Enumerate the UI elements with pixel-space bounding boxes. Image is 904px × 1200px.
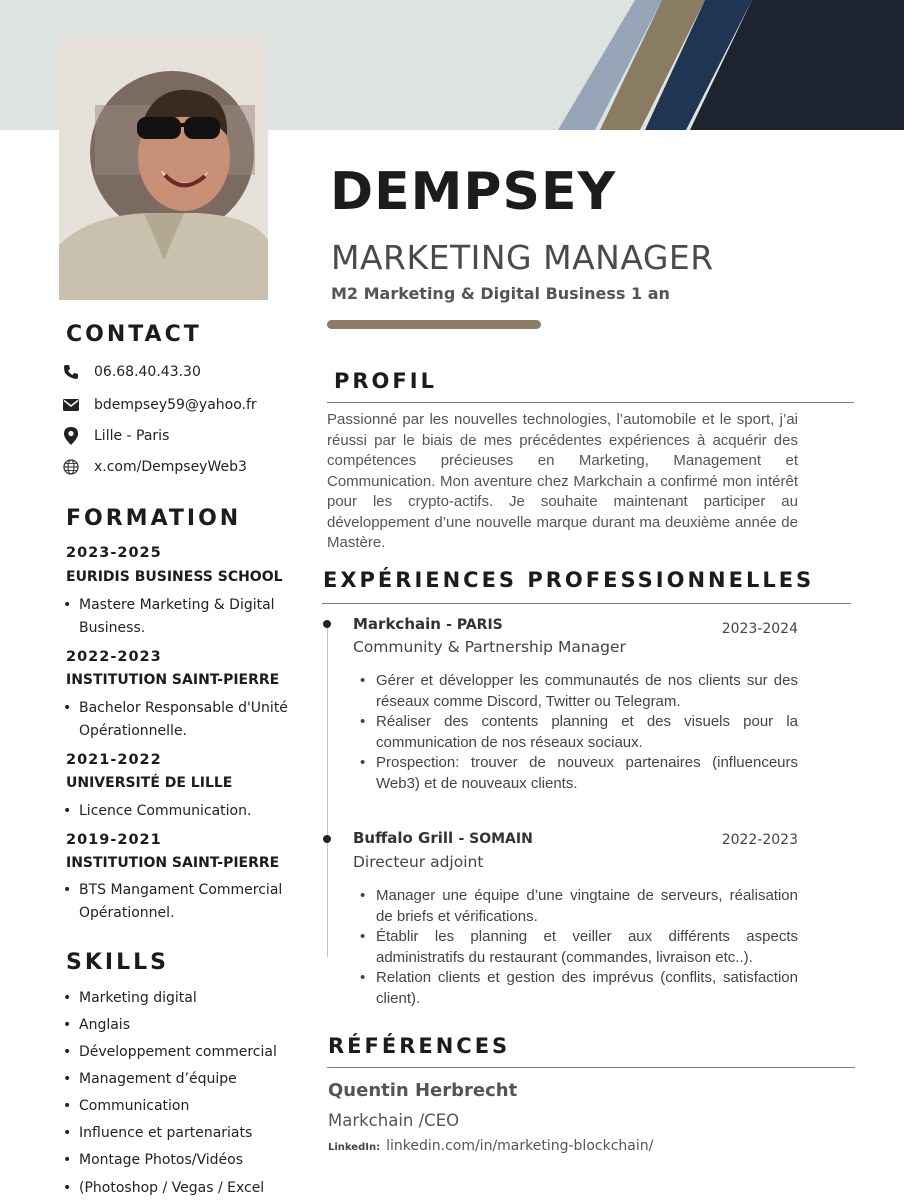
- contact-phone: [62, 363, 201, 381]
- phone-icon: [62, 363, 80, 381]
- degree-subtitle: M2 Marketing & Digital Business 1 an: [331, 284, 670, 303]
- skill-item: • Anglais: [79, 1017, 130, 1033]
- section-divider: [327, 402, 854, 403]
- job-task: • Manager une équipe d’une vingtaine de serveurs, réalisation de briefs et vérifications.: [376, 886, 798, 927]
- linkedin-label: LinkedIn:: [328, 1142, 381, 1153]
- mail-icon: [62, 396, 80, 414]
- skill-item: • Montage Photos/Vidéos: [79, 1152, 243, 1168]
- skill-item: • Développement commercial: [79, 1044, 277, 1060]
- skill-item: • Management d’équipe: [79, 1071, 237, 1087]
- timeline-dot: [323, 835, 331, 843]
- job-task: • Gérer et développer les communautés de nos clients sur des réseaux comme Discord, Twitter ou Telegram.: [376, 671, 798, 712]
- formation-detail: • BTS Mangament Commercial Opérationnel.: [63, 882, 283, 921]
- formation-detail: • Mastere Marketing & Digital Business.: [63, 597, 275, 636]
- timeline-dot: [323, 620, 331, 628]
- formation-heading: FORMATION: [66, 506, 242, 531]
- skill-item: • Marketing digital: [79, 990, 197, 1006]
- references-heading: RÉFÉRENCES: [328, 1034, 511, 1058]
- formation-detail: • Licence Communication.: [63, 803, 252, 819]
- job-company: Buffalo Grill - SOMAIN: [353, 829, 533, 847]
- job-company: Markchain - PARIS: [353, 615, 503, 633]
- timeline-line: [327, 624, 328, 957]
- accent-bar: [327, 320, 541, 329]
- formation-school: UNIVERSITÉ DE LILLE: [66, 775, 233, 791]
- job-title: MARKETING MANAGER: [331, 238, 714, 277]
- contact-website: [62, 458, 247, 476]
- formation-years: 2021-2022: [66, 752, 162, 768]
- location-pin-icon: [62, 427, 80, 445]
- formation-school: EURIDIS BUSINESS SCHOOL: [66, 569, 283, 585]
- job-role: Community & Partnership Manager: [353, 638, 626, 656]
- linkedin-link[interactable]: linkedin.com/in/marketing-blockchain/: [386, 1138, 654, 1154]
- skill-item: • Influence et partenariats: [79, 1125, 252, 1141]
- formation-detail: • Bachelor Responsable d'Unité Opérationnelle.: [63, 700, 288, 739]
- location-text: Lille - Paris: [94, 428, 170, 444]
- profil-heading: PROFIL: [334, 369, 437, 393]
- phone-text[interactable]: 06.68.40.43.30: [94, 364, 201, 380]
- formation-school: INSTITUTION SAINT-PIERRE: [66, 855, 280, 871]
- globe-icon: [62, 458, 80, 476]
- job-task: • Relation clients et gestion des imprévus (conflits, satisfaction client).: [376, 968, 798, 1009]
- reference-name: Quentin Herbrecht: [328, 1080, 518, 1101]
- profile-photo: [59, 35, 268, 300]
- formation-years: 2019-2021: [66, 832, 162, 848]
- formation-years: 2022-2023: [66, 649, 162, 665]
- formation-school: INSTITUTION SAINT-PIERRE: [66, 672, 280, 688]
- contact-email: [62, 396, 257, 414]
- contact-location: [62, 427, 169, 445]
- candidate-name: DEMPSEY: [330, 162, 617, 222]
- skill-item: • Communication: [79, 1098, 189, 1114]
- skill-item: • (Photoshop / Vegas / Excel: [79, 1180, 264, 1196]
- reference-linkedin: [328, 1138, 653, 1154]
- skills-heading: SKILLS: [66, 950, 169, 975]
- job-task: • Prospection: trouver de nouveux partenaires (influenceurs Web3) et de nouveaux clients.: [376, 753, 798, 794]
- job-task: • Établir les planning et veiller aux différents aspects administratifs du restaurant (commandes, livraison etc..).: [376, 927, 798, 968]
- experiences-heading: EXPÉRIENCES PROFESSIONNELLES: [323, 568, 815, 592]
- job-task: • Réaliser des contents planning et des visuels pour la communication de nos réseaux sociaux.: [376, 712, 798, 753]
- section-divider: [327, 1067, 855, 1068]
- job-role: Directeur adjoint: [353, 853, 484, 871]
- job-dates: 2022-2023: [721, 832, 798, 848]
- job-dates: 2023-2024: [721, 621, 798, 637]
- contact-heading: CONTACT: [66, 322, 202, 347]
- website-text[interactable]: x.com/DempseyWeb3: [94, 459, 247, 475]
- profil-paragraph: Passionné par les nouvelles technologies, l’automobile et le sport, j’ai réussi par le biais de mes précédentes expériences à acquérir des compétences précieuses en Marketing, Management et Communication. Mon aventure chez Markchain a confirmé mon intérêt pour les crypto-actifs. Je souhaite maintenant participer au développement d’une nouvelle marque durant ma deuxième année de Mastère.: [327, 411, 798, 551]
- formation-years: 2023-2025: [66, 545, 162, 561]
- email-text[interactable]: bdempsey59@yahoo.fr: [94, 397, 257, 413]
- reference-role: Markchain /CEO: [328, 1111, 460, 1130]
- section-divider: [322, 603, 851, 604]
